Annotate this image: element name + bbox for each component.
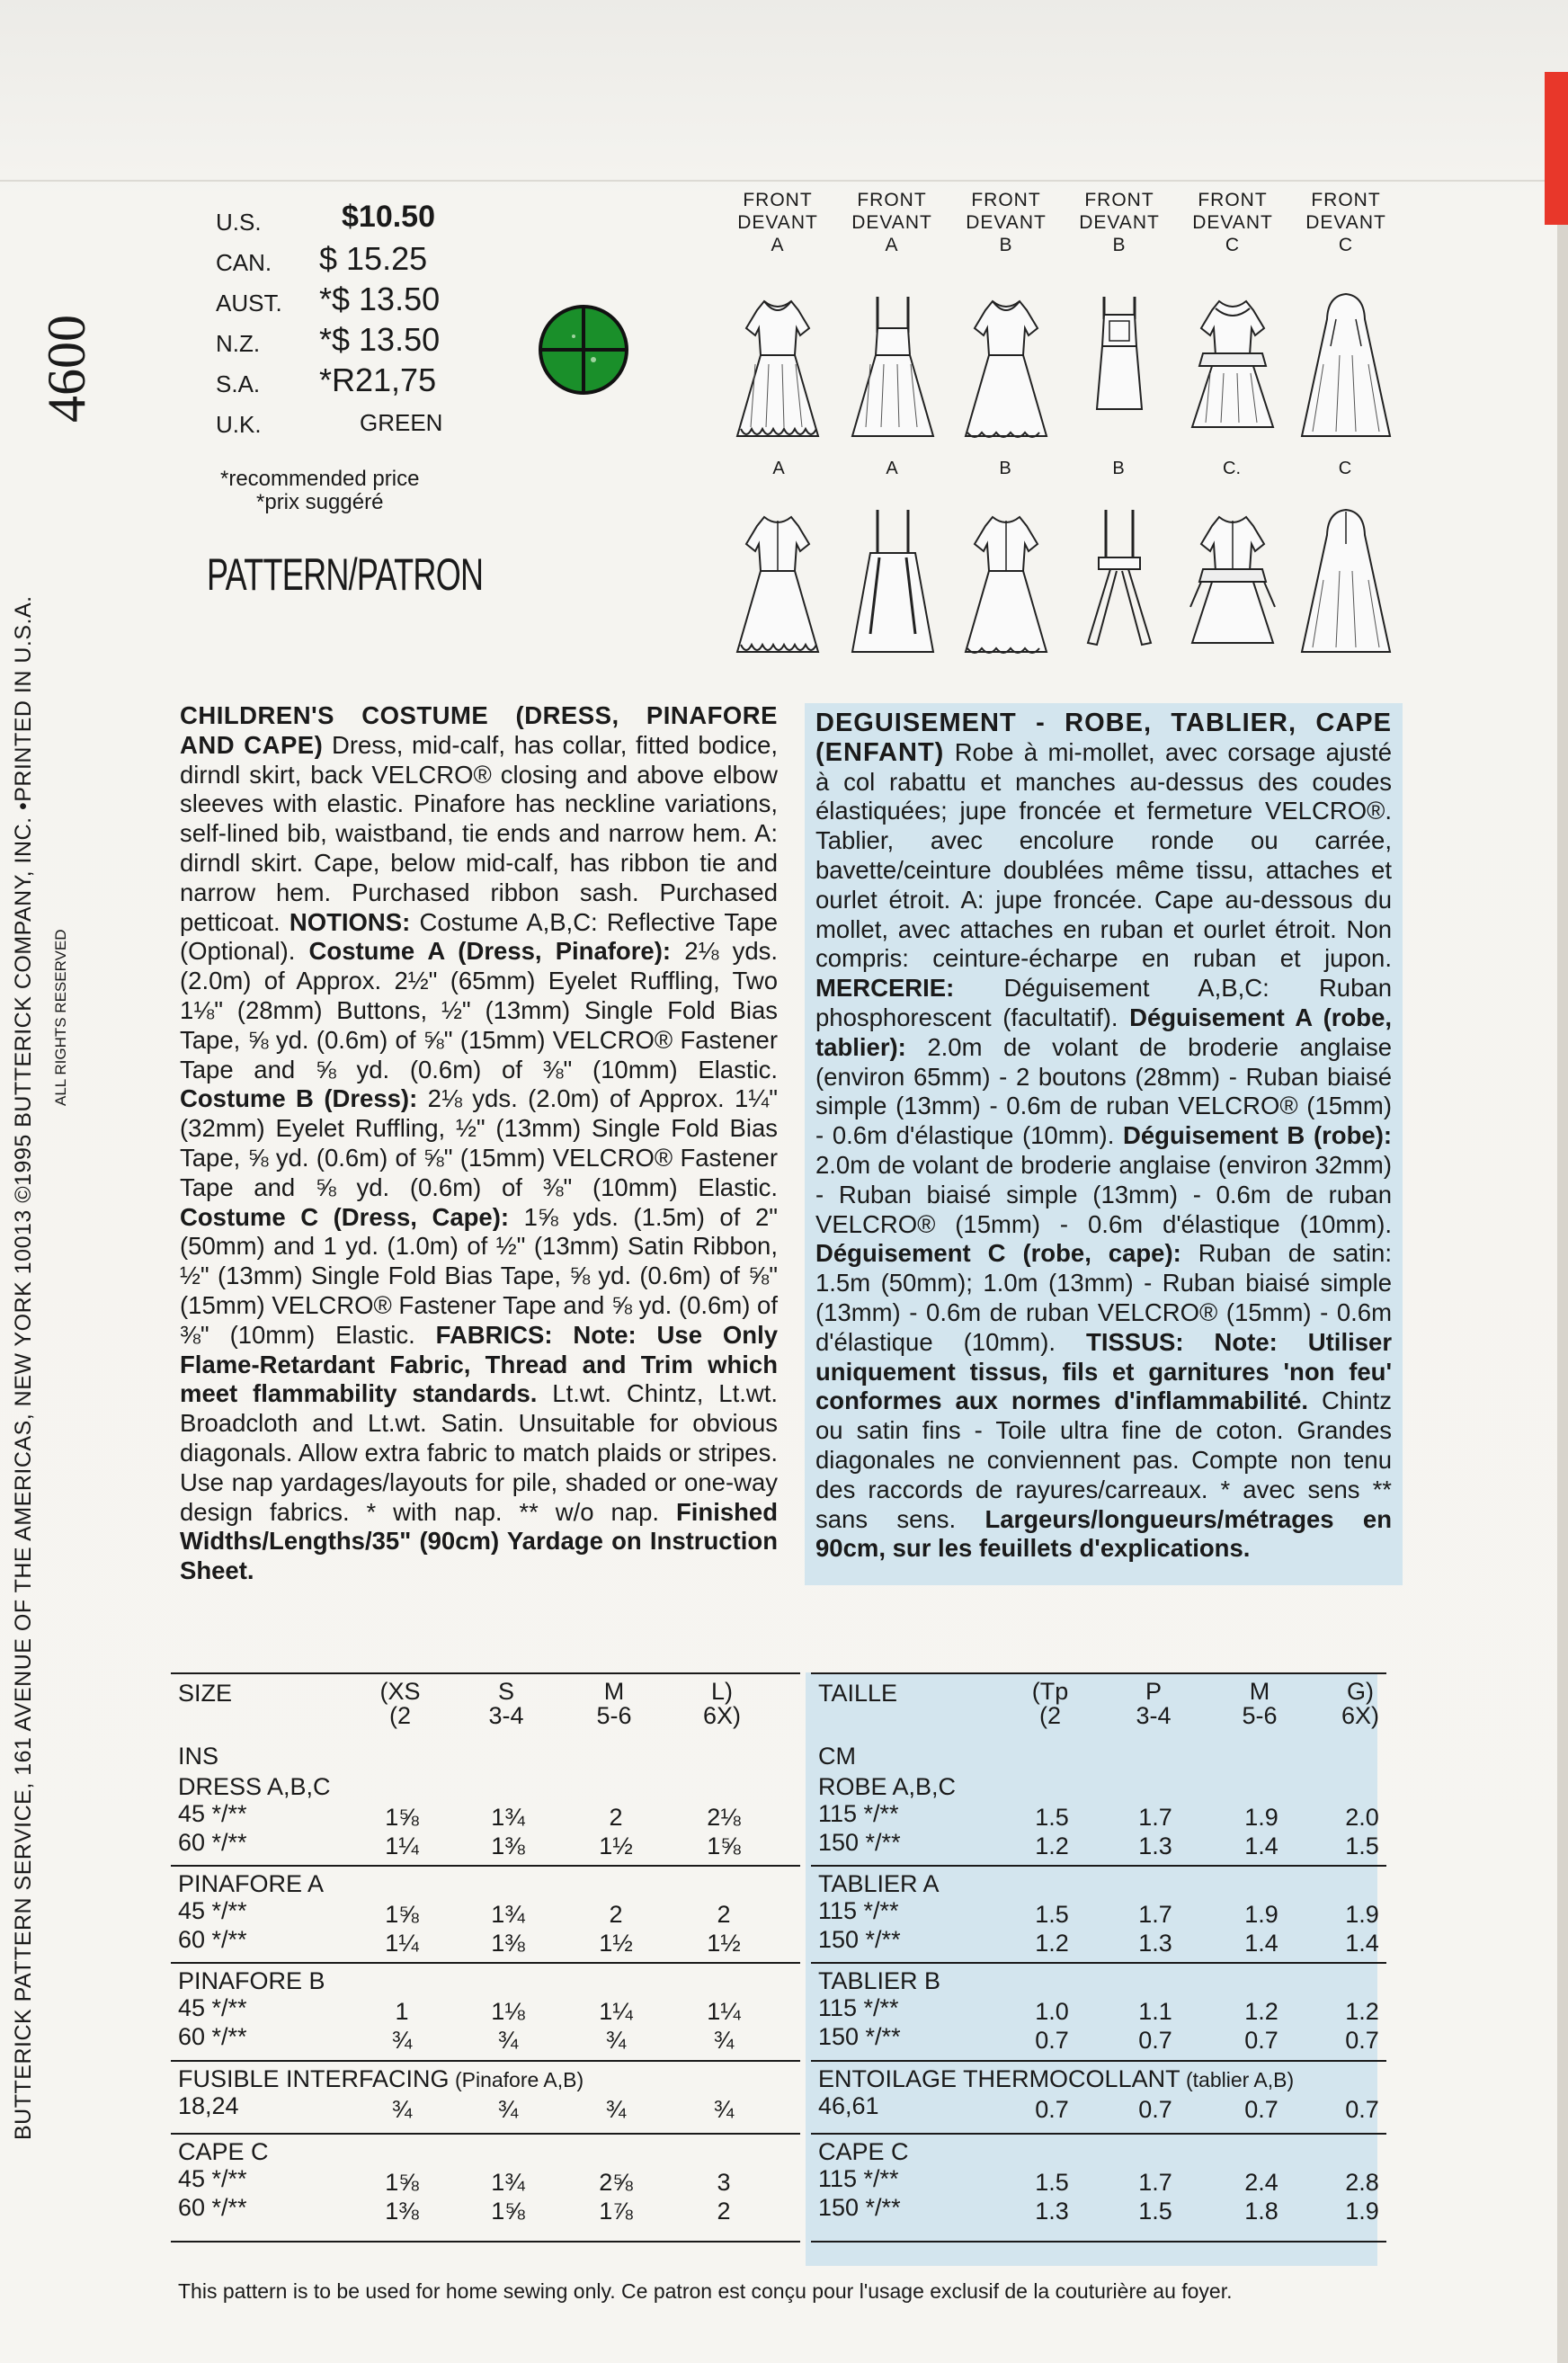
price-list xyxy=(216,198,486,441)
table-cell: 1.7 xyxy=(1138,1804,1172,1831)
row-label: 45 */** xyxy=(178,1994,247,2021)
table-cell: 1.3 xyxy=(1138,1930,1172,1957)
row-label: 60 */** xyxy=(178,2194,247,2221)
row-label: 60 */** xyxy=(178,1829,247,1856)
tissus-note: Note: Utiliser uniquement tissus, fils et garnitures 'non feu' conformes aux normes d'inflammabilité. xyxy=(815,1327,1393,1415)
price-country: CAN. xyxy=(216,249,272,276)
back-view-label: A xyxy=(886,459,898,478)
cape-c-front-icon xyxy=(1296,292,1395,445)
table-cell: 1⅜ xyxy=(385,2198,419,2225)
view-heading: FRONT DEVANT A xyxy=(737,190,818,255)
price-value: $10.50 xyxy=(342,200,435,234)
notions-b: 2⅛ yds. (2.0m) of Approx. 1¼" (32mm) Eyelet Ruffling, ½" (13mm) Single Fold Bias Tape, ⅝ yd. (0.6m) of ⅝" (15mm) VELCRO® Fastener Tape and ⅝ yd. (0.6m) of ⅜" (10mm) Elastic. xyxy=(180,1084,779,1201)
row-label: 115 */** xyxy=(818,1800,899,1827)
widths-note: Finished Widths/Lengths/35" (90cm) Yardage on Instruction Sheet. xyxy=(180,1497,779,1585)
price-value: *$ 13.50 xyxy=(319,321,441,358)
table-cell: 1.2 xyxy=(1345,1998,1379,2025)
table-cell: 1.2 xyxy=(1035,1832,1069,1859)
mercerie-label: MERCERIE: xyxy=(815,974,955,1003)
table-cell: 1.9 xyxy=(1345,2198,1379,2225)
size-header: S 3-4 xyxy=(488,1678,524,1729)
table-rule xyxy=(811,2060,1386,2062)
table-rule xyxy=(171,2241,800,2243)
row-label: 115 */** xyxy=(818,2165,899,2192)
table-cell: 0.7 xyxy=(1035,2027,1069,2054)
cape-c-back-icon xyxy=(1296,508,1395,661)
table-cell: 1¼ xyxy=(707,1998,741,2025)
recommended-fr: *prix suggéré xyxy=(256,490,384,514)
table-cell: 1⅝ xyxy=(385,2169,419,2196)
size-header: P 3-4 xyxy=(1136,1678,1172,1729)
table-cell: 1.7 xyxy=(1138,2169,1172,2196)
table-cell: 1⅜ xyxy=(491,1832,525,1859)
table-cell: 1.7 xyxy=(1138,1901,1172,1928)
size-label: TAILLE xyxy=(818,1680,898,1707)
dress-a-front-icon xyxy=(728,292,827,445)
group-title: TABLIER A xyxy=(818,1870,940,1897)
envelope-flap xyxy=(0,0,1568,182)
home-sewing-footer: This pattern is to be used for home sewing only. Ce patron est conçu pour l'usage exclusif de la couturière au foyer. xyxy=(178,2279,1233,2303)
table-cell: ¾ xyxy=(605,2027,627,2054)
price-row xyxy=(216,400,486,441)
table-cell: 1⅝ xyxy=(385,1901,419,1928)
dress-c-back-icon xyxy=(1183,508,1282,661)
view-heading: FRONT DEVANT A xyxy=(851,190,932,255)
table-cell: 1.5 xyxy=(1035,2169,1069,2196)
group-title: FUSIBLE INTERFACING (Pinafore A,B) xyxy=(178,2065,584,2092)
red-edge-strip xyxy=(1545,72,1568,225)
view-illustrations xyxy=(719,189,1403,674)
table-cell: 2⅝ xyxy=(599,2169,633,2196)
table-cell: ¾ xyxy=(713,2027,735,2054)
table-cell: 1¾ xyxy=(491,2169,525,2196)
fabrics-text: Lt.wt. Chintz, Lt.wt. Broadcloth and Lt.wt. Satin. Unsuitable for obvious diagonals. Allow extra fabric to match plaids or stripes. Use nap yardages/layouts for pile, shaded or one-way design fabrics. * with nap. ** w/o nap. xyxy=(180,1379,779,1526)
table-cell: 0.7 xyxy=(1244,2027,1278,2054)
table-cell: 1.2 xyxy=(1035,1930,1069,1957)
view-heading: FRONT DEVANT B xyxy=(1079,190,1160,255)
table-cell: 1.5 xyxy=(1345,1832,1379,1859)
mercerie-a-label: Déguisement A (robe, tablier): xyxy=(815,1003,1392,1061)
fabrics-label: FABRICS: xyxy=(435,1320,553,1349)
dress-b-front-icon xyxy=(957,292,1056,445)
table-rule xyxy=(811,2241,1386,2243)
table-cell: 2 xyxy=(609,1901,623,1928)
size-header: G) 6X) xyxy=(1341,1678,1380,1729)
pattern-label: PATTERN/PATRON xyxy=(207,549,484,600)
size-header: M 5-6 xyxy=(1242,1678,1278,1729)
table-rule xyxy=(811,1672,1386,1674)
table-cell: 1.4 xyxy=(1244,1832,1278,1859)
table-cell: ¾ xyxy=(605,2096,627,2123)
table-cell: 2.0 xyxy=(1345,1804,1379,1831)
mercerie-b: 2.0m de volant de broderie anglaise (environ 32mm) - Ruban biaisé simple (13mm) - 0.6m de ruban VELCRO® (15mm) - 0.6m d'élastique (10mm). xyxy=(815,1150,1392,1238)
table-cell: 0.7 xyxy=(1345,2027,1379,2054)
table-cell: 1.5 xyxy=(1035,1901,1069,1928)
row-label: 45 */** xyxy=(178,1897,247,1924)
row-label: 60 */** xyxy=(178,1926,247,1953)
back-view-label: C. xyxy=(1223,459,1241,478)
recommended-en: *recommended price xyxy=(220,467,420,491)
size-label: SIZE xyxy=(178,1680,233,1707)
table-cell: 2⅛ xyxy=(707,1804,741,1831)
table-rule xyxy=(811,1962,1386,1964)
unit-label: CM xyxy=(818,1743,856,1770)
mercerie-b-label: Déguisement B (robe): xyxy=(1123,1121,1393,1150)
group-title: ROBE A,B,C xyxy=(818,1773,957,1800)
price-country: U.K. xyxy=(216,411,262,438)
group-title: CAPE C xyxy=(818,2138,909,2165)
size-header: (XS (2 xyxy=(379,1678,421,1729)
unit-label: INS xyxy=(178,1743,219,1770)
largeurs-note: Largeurs/longueurs/métrages en 90cm, sur les feuillets d'explications. xyxy=(815,1504,1393,1563)
table-cell: 2 xyxy=(717,2198,731,2225)
table-cell: 1.8 xyxy=(1244,2198,1278,2225)
fabrics-note: Note: Use Only Flame-Retardant Fabric, Thread and Trim which meet flammability standards. xyxy=(180,1320,778,1408)
row-label: 115 */** xyxy=(818,1897,899,1924)
price-value: *$ 13.50 xyxy=(319,281,441,317)
table-cell: ¾ xyxy=(391,2096,413,2123)
table-rule xyxy=(811,1865,1386,1867)
table-cell: 1½ xyxy=(707,1930,741,1957)
price-country: AUST. xyxy=(216,290,282,317)
pinafore-b-front-icon xyxy=(1070,292,1169,445)
table-cell: ¾ xyxy=(497,2096,519,2123)
table-cell: 1¼ xyxy=(385,1930,419,1957)
table-cell: 1.9 xyxy=(1244,1901,1278,1928)
mercerie-c-label: Déguisement C (robe, cape): xyxy=(815,1239,1181,1268)
table-cell: 1.9 xyxy=(1345,1901,1379,1928)
table-cell: 1.1 xyxy=(1138,1998,1172,2025)
table-cell: 1⅛ xyxy=(491,1998,525,2025)
dress-a-back-icon xyxy=(728,508,827,661)
table-cell: 1.5 xyxy=(1138,2198,1172,2225)
table-cell: 0.7 xyxy=(1244,2096,1278,2123)
english-lead: CHILDREN'S COSTUME (DRESS, PINAFORE AND CAPE) xyxy=(180,701,778,759)
row-label: 150 */** xyxy=(818,2194,901,2221)
group-title: DRESS A,B,C xyxy=(178,1773,331,1800)
table-cell: 1⅜ xyxy=(491,1930,525,1957)
table-cell: 1.2 xyxy=(1244,1998,1278,2025)
pinafore-a-front-icon xyxy=(843,292,942,445)
notions-c-label: Costume C (Dress, Cape): xyxy=(180,1202,510,1231)
table-rule xyxy=(171,1865,800,1867)
french-lead: DEGUISEMENT - ROBE, TABLIER, CAPE (ENFANT) xyxy=(815,709,1392,767)
notions-all: Costume A,B,C: Reflective Tape (Optional). xyxy=(180,907,779,966)
price-value: GREEN xyxy=(360,409,443,436)
tissus-label: TISSUS: xyxy=(1086,1327,1184,1356)
view-heading: FRONT DEVANT B xyxy=(966,190,1047,255)
notions-c: 1⅝ yds. (1.5m) of 2" (50mm) and 1 yd. (1.0m) of ½" (13mm) Satin Ribbon, ½" (13mm) Single Fold Bias Tape, ⅝ yd. (0.6m) of ⅝" (15mm) VELCRO® Fastener Tape and ⅝ yd. (0.6m) of ⅜" (10mm) Elastic. xyxy=(180,1202,778,1349)
publisher-side-text: BUTTERICK PATTERN SERVICE, 161 AVENUE OF THE AMERICAS, NEW YORK 10013 ©1995 BUTTERICK COMPANY, INC. •PRINTED IN U.S.A. xyxy=(11,595,36,2140)
group-title: CAPE C xyxy=(178,2138,269,2165)
dress-b-back-icon xyxy=(957,508,1056,661)
notions-a-label: Costume A (Dress, Pinafore): xyxy=(308,937,672,966)
table-rule xyxy=(171,2060,800,2062)
english-body: Dress, mid-calf, has collar, fitted bodice, dirndl skirt, back VELCRO® closing and above elbow sleeves with elastic. Pinafore has neckline variations, self-lined bib, waistband, tie ends and narrow hem. A: dirndl skirt. Cape, below mid-calf, has ribbon tie and narrow hem. Purchased ribbon sash. Purchased petticoat. xyxy=(180,730,779,936)
table-cell: 0.7 xyxy=(1345,2096,1379,2123)
table-cell: 1½ xyxy=(599,1930,633,1957)
size-header: M 5-6 xyxy=(596,1678,632,1729)
dress-c-front-icon xyxy=(1183,292,1282,445)
table-cell: 1⅞ xyxy=(599,2198,633,2225)
price-country: U.S. xyxy=(216,209,262,236)
table-rule xyxy=(811,2133,1386,2135)
table-cell: 0.7 xyxy=(1138,2027,1172,2054)
group-title: PINAFORE A xyxy=(178,1870,325,1897)
row-label: 150 */** xyxy=(818,1829,901,1856)
group-title: TABLIER B xyxy=(818,1967,941,1994)
table-cell: 1.0 xyxy=(1035,1998,1069,2025)
pattern-number: 4600 xyxy=(37,315,96,423)
price-country: N.Z. xyxy=(216,330,261,357)
table-cell: ¾ xyxy=(497,2027,519,2054)
table-cell: 1¾ xyxy=(491,1804,525,1831)
table-cell: 1¼ xyxy=(599,1998,633,2025)
view-heading: FRONT DEVANT C xyxy=(1192,190,1273,255)
back-view-label: C xyxy=(1338,459,1352,478)
table-cell: 1¼ xyxy=(385,1832,419,1859)
rights-side-text: ALL RIGHTS RESERVED xyxy=(52,929,69,1106)
notions-a: 2⅛ yds. (2.0m) of Approx. 2½" (65mm) Eyelet Ruffling, Two 1⅛" (28mm) Buttons, ½" (13mm) Single Fold Bias Tape, ⅝ yd. (0.6m) of ⅝" (15mm) VELCRO® Fastener Tape and ⅝ yd. (0.6m) of ⅜" (10mm) Elastic. xyxy=(180,937,779,1083)
envelope-edge-shadow xyxy=(1557,225,1568,2363)
table-cell: 2.4 xyxy=(1244,2169,1278,2196)
back-view-label: A xyxy=(772,459,785,478)
row-label: 46,61 xyxy=(818,2092,879,2119)
table-cell: 2 xyxy=(717,1901,731,1928)
table-cell: 2 xyxy=(609,1804,623,1831)
group-title: PINAFORE B xyxy=(178,1967,325,1994)
table-cell: 1¾ xyxy=(491,1901,525,1928)
table-cell: 1.9 xyxy=(1244,1804,1278,1831)
row-label: 18,24 xyxy=(178,2092,239,2119)
back-view-label: B xyxy=(1112,459,1125,478)
table-cell: 1.4 xyxy=(1345,1930,1379,1957)
price-row xyxy=(216,238,486,279)
table-rule xyxy=(171,2133,800,2135)
row-label: 115 */** xyxy=(818,1994,899,2021)
notions-label: NOTIONS: xyxy=(289,907,411,936)
table-rule xyxy=(171,1672,800,1674)
french-body: Robe à mi-mollet, avec corsage ajusté à col rabattu et manches au-dessus des coudes élastiquées; jupe froncée et fermeture VELCRO®. Tablier, avec encolure ronde ou carrée, bavette/ceinture doublées même tissu, attaches et ourlet étroit. A: jupe froncée. Cape au-dessous du mollet, avec attaches en ruban et ourlet étroit. Non compris: ceinture-écharpe en ruban et jupon. xyxy=(815,737,1392,973)
price-value: *R21,75 xyxy=(319,361,437,398)
price-country: S.A. xyxy=(216,370,261,397)
table-cell: 1⅝ xyxy=(707,1832,741,1859)
table-cell: 1.5 xyxy=(1035,1804,1069,1831)
group-title: ENTOILAGE THERMOCOLLANT (tablier A,B) xyxy=(818,2065,1295,2092)
row-label: 45 */** xyxy=(178,1800,247,1827)
table-cell: ¾ xyxy=(713,2096,735,2123)
table-cell: 1⅝ xyxy=(385,1804,419,1831)
mercerie-a: 2.0m de volant de broderie anglaise (environ 65mm) - 2 boutons (28mm) - Ruban biaisé simple (13mm) - 0.6m de ruban VELCRO® (15mm) - 0.6m d'élastique (10mm). xyxy=(815,1032,1393,1150)
table-cell: 1½ xyxy=(599,1832,633,1859)
view-heading: FRONT DEVANT C xyxy=(1305,190,1386,255)
table-cell: ¾ xyxy=(391,2027,413,2054)
english-description xyxy=(180,701,778,1586)
price-row xyxy=(216,198,486,238)
row-label: 150 */** xyxy=(818,2023,901,2050)
pinafore-b-back-icon xyxy=(1070,508,1169,661)
size-header: L) 6X) xyxy=(702,1678,742,1729)
price-value: $ 15.25 xyxy=(319,240,428,277)
yardage-table xyxy=(171,1672,1385,2266)
price-row xyxy=(216,360,486,400)
row-label: 150 */** xyxy=(818,1926,901,1953)
size-header: (Tp (2 xyxy=(1031,1678,1069,1729)
recommended-price-note xyxy=(220,468,419,514)
pinafore-a-back-icon xyxy=(843,508,942,661)
price-row xyxy=(216,279,486,319)
table-cell: 1⅝ xyxy=(491,2198,525,2225)
price-row xyxy=(216,319,486,360)
table-rule xyxy=(171,1962,800,1964)
tissus-text: Chintz ou satin fins - Toile ultra fine de coton. Grandes diagonales ne conviennent pas. Compte non tenu des raccords de rayures/carreaux. * avec sens ** sans sens. xyxy=(815,1387,1392,1533)
green-target-icon xyxy=(538,304,629,396)
table-cell: 1.3 xyxy=(1035,2198,1069,2225)
french-description xyxy=(805,703,1403,1585)
table-cell: 2.8 xyxy=(1345,2169,1379,2196)
back-view-label: B xyxy=(999,459,1011,478)
table-cell: 3 xyxy=(717,2169,731,2196)
mercerie-c: Ruban de satin: 1.5m (50mm); 1.0m (13mm) - Ruban biaisé simple (13mm) - 0.6m de ruban VELCRO® (15mm) - 0.6m d'élastique (10mm). xyxy=(815,1239,1392,1356)
table-cell: 1.4 xyxy=(1244,1930,1278,1957)
table-cell: 0.7 xyxy=(1138,2096,1172,2123)
mercerie-all: Déguisement A,B,C: Ruban phosphorescent (facultatif). xyxy=(815,974,1392,1031)
table-cell: 0.7 xyxy=(1035,2096,1069,2123)
notions-b-label: Costume B (Dress): xyxy=(180,1084,418,1113)
row-label: 60 */** xyxy=(178,2023,247,2050)
table-cell: 1.3 xyxy=(1138,1832,1172,1859)
row-label: 45 */** xyxy=(178,2165,247,2192)
table-cell: 1 xyxy=(395,1998,409,2025)
